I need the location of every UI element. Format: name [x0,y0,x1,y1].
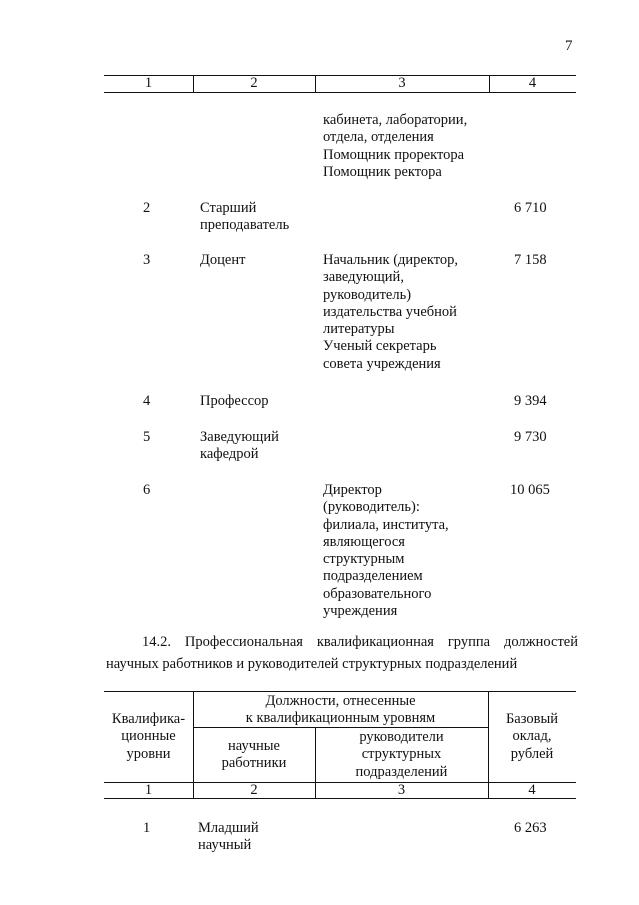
table-row-position: Младший научный [198,820,259,854]
table-row-salary: 7 158 [514,252,547,268]
table2-header-managers: руководители структурных подразделений [355,729,448,780]
table-row-num: 6 [143,482,151,498]
table-row-salary: 6 710 [514,200,547,216]
table-row-num: 2 [143,200,151,216]
table-row-position: Заведующий кафедрой [200,429,279,463]
table1-header-col1: 1 [144,75,153,91]
table2-header-scientific: научные работники [221,738,287,772]
table-row-num: 1 [143,820,151,836]
table-row-managers: Начальник (директор, заведующий, руководитель) издательства учебной литературы Ученый секретарь совета учреждения [323,252,458,372]
table-row-salary: 10 065 [510,482,550,498]
table2-num-col1: 1 [144,782,153,798]
table-row-managers: Директор (руководитель): филиала, института, являющегося структурным подразделением образовательного учреждения [323,482,449,620]
table1-header-col4: 4 [528,75,537,91]
table-row-num: 3 [143,252,151,268]
section-heading-line1: 14.2. Профессиональная квалификационная группа должностей [142,634,578,650]
table-row-salary: 9 394 [514,393,547,409]
page-number: 7 [565,38,573,54]
table2-header-salary: Базовый оклад, рублей [505,711,558,762]
table-row-position: Профессор [200,393,269,409]
table-row-salary: 6 263 [514,820,547,836]
table2-header-levels: Квалифика- ционные уровни [111,711,186,762]
table2-num-col3: 3 [397,782,406,798]
table1-header-col2: 2 [250,75,258,91]
section-heading [106,631,578,675]
table-row-position: Доцент [200,252,246,268]
table-row-salary: 9 730 [514,429,547,445]
table-row-num: 4 [143,393,151,409]
table2-num-col2: 2 [250,782,258,798]
table2-header-positions: Должности, отнесенные к квалификационным уровням [245,693,436,727]
table-row-position: Старший преподаватель [200,200,290,234]
section-heading-line2: научных работников и руководителей структурных подразделений [106,656,518,672]
table-row-managers: кабинета, лаборатории, отдела, отделения Помощник проректора Помощник ректора [323,112,468,180]
table2-num-col4: 4 [528,782,536,798]
table1-header-col3: 3 [398,75,406,91]
table-row-num: 5 [143,429,151,445]
